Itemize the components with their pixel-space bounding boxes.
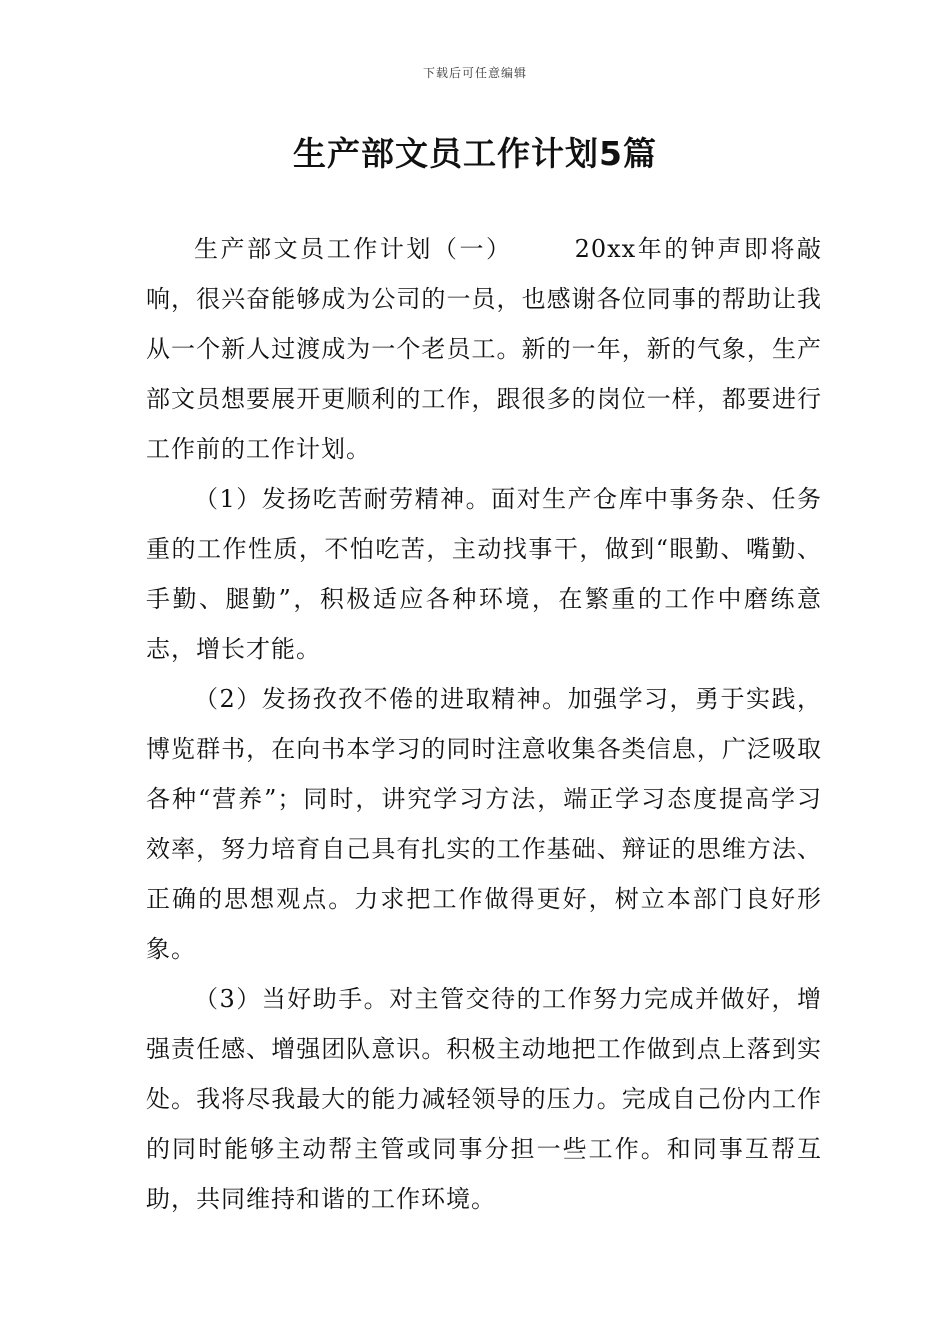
document-title: 生产部文员工作计划5篇 (293, 134, 657, 173)
header-note: 下载后可任意编辑 (422, 66, 527, 80)
paragraph-item-2: （2）发扬孜孜不倦的进取精神。加强学习，勇于实践，博览群书，在向书本学习的同时注意收集各类信息，广泛吸取各种“营养”；同时，讲究学习方法，端正学习态度提高学习效率，努力培育自己具有扎实的工作基础、辩证的思维方法、正确的思想观点。力求把工作做得更好，树立本部门良好形象。 (146, 685, 822, 963)
document-body (146, 224, 822, 1224)
paragraph-intro (146, 224, 822, 474)
paragraph-intro-lead: 生产部文员工作计划（一） (194, 235, 513, 263)
paragraph-item-1: （1）发扬吃苦耐劳精神。面对生产仓库中事务杂、任务重的工作性质，不怕吃苦，主动找事干，做到“眼勤、嘴勤、手勤、腿勤”，积极适应各种环境，在繁重的工作中磨练意志，增长才能。 (146, 485, 822, 663)
paragraph-intro-text: 20xx年的钟声即将敲响，很兴奋能够成为公司的一员，也感谢各位同事的帮助让我从一个新人过渡成为一个老员工。新的一年，新的气象，生产部文员想要展开更顺利的工作，跟很多的岗位一样，都要进行工作前的工作计划。 (146, 235, 822, 463)
paragraph-item-3: （3）当好助手。对主管交待的工作努力完成并做好，增强责任感、增强团队意识。积极主动地把工作做到点上落到实处。我将尽我最大的能力减轻领导的压力。完成自己份内工作的同时能够主动帮主管或同事分担一些工作。和同事互帮互助，共同维持和谐的工作环境。 (146, 985, 822, 1213)
